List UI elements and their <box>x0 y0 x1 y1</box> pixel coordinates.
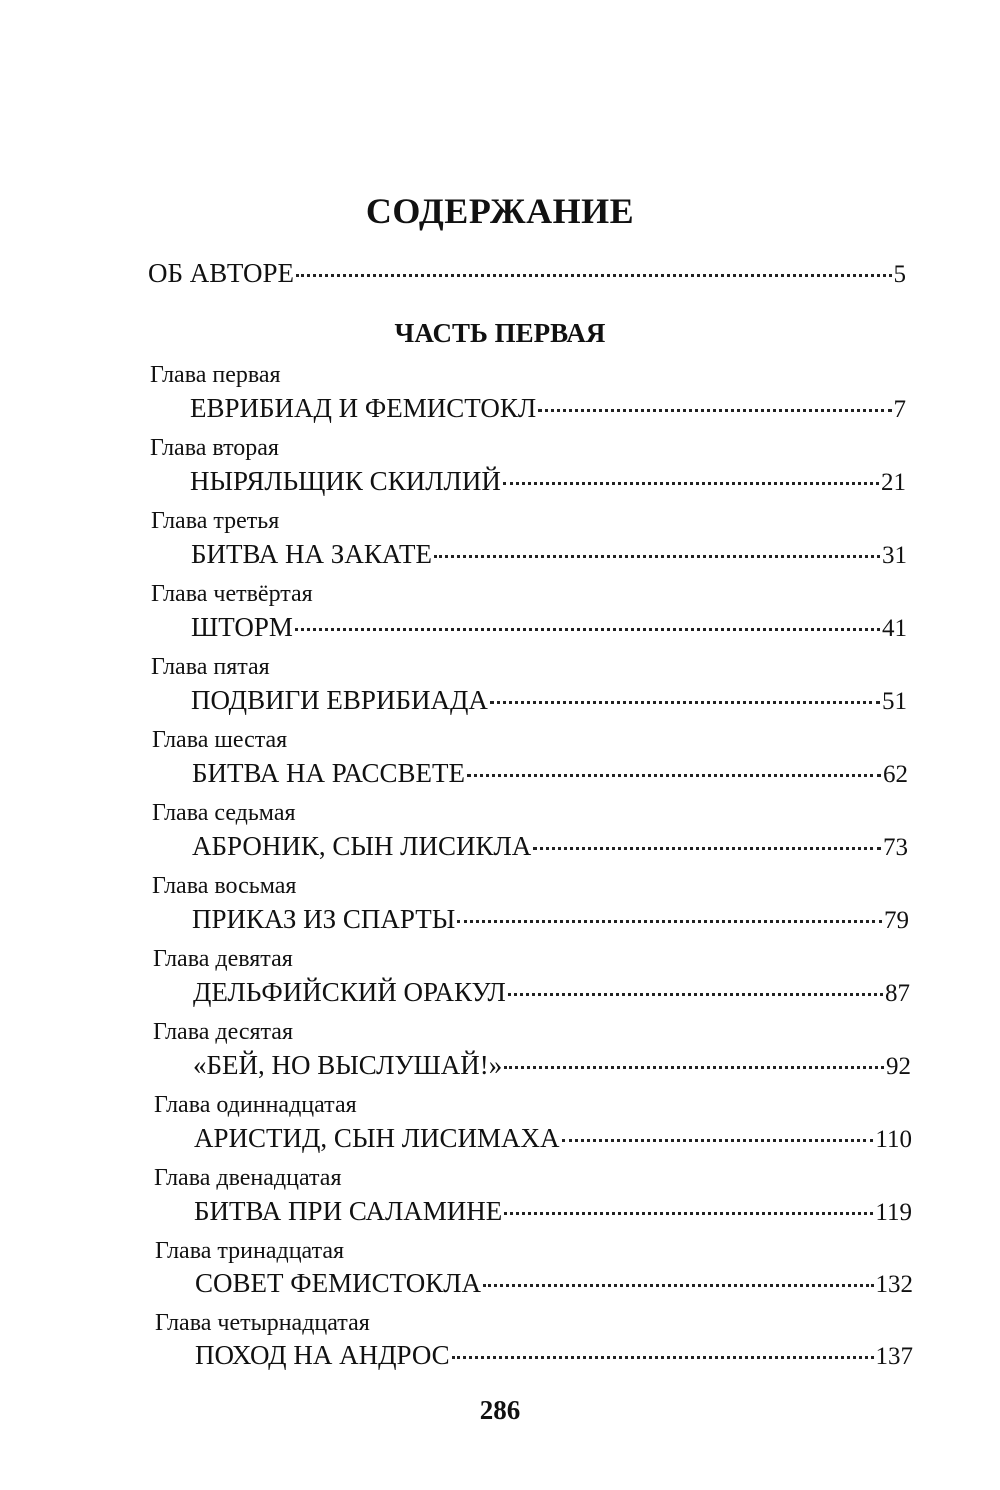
chapter-label: Глава седьмая <box>152 800 296 826</box>
toc-entry-about <box>148 258 906 289</box>
leader-dots <box>538 409 891 412</box>
chapter-page: 31 <box>882 542 907 569</box>
leader-dots <box>295 628 880 631</box>
chapter-label: Глава тринадцатая <box>155 1238 345 1264</box>
leader-dots <box>503 482 879 485</box>
chapter-title: АРИСТИД, СЫН ЛИСИМАХА <box>194 1123 560 1153</box>
chapter-page: 92 <box>886 1053 911 1080</box>
leader-dots <box>296 274 891 277</box>
chapter-page: 132 <box>875 1271 913 1298</box>
chapter-title: ЕВРИБИАД И ФЕМИСТОКЛ <box>190 393 537 423</box>
toc-entry-chapter <box>190 466 906 497</box>
toc-entry-chapter <box>194 1196 912 1227</box>
chapter-label: Глава третья <box>151 508 280 534</box>
chapter-title: БИТВА ПРИ САЛАМИНЕ <box>194 1196 503 1226</box>
toc-entry-page: 5 <box>893 261 906 288</box>
toc-entry-chapter <box>192 758 908 789</box>
leader-dots <box>508 993 883 996</box>
leader-dots <box>483 1284 873 1287</box>
chapter-label: Глава пятая <box>151 654 270 680</box>
chapter-label: Глава четвёртая <box>151 581 313 607</box>
toc-entry-chapter <box>191 612 907 643</box>
chapter-label: Глава вторая <box>150 435 279 461</box>
leader-dots <box>504 1066 884 1069</box>
chapter-page: 79 <box>884 907 909 934</box>
toc-entry-chapter <box>193 977 910 1008</box>
leader-dots <box>562 1139 874 1142</box>
chapter-title: ПОХОД НА АНДРОС <box>195 1340 450 1370</box>
chapter-page: 110 <box>875 1126 912 1153</box>
leader-dots <box>504 1212 873 1215</box>
page-number: 286 <box>479 1395 521 1425</box>
page-title: СОДЕРЖАНИЕ <box>365 191 635 231</box>
leader-dots <box>533 847 881 850</box>
chapter-page: 51 <box>882 688 907 715</box>
leader-dots <box>434 555 880 558</box>
chapter-title: ПРИКАЗ ИЗ СПАРТЫ <box>192 904 456 934</box>
toc-entry-chapter <box>191 685 907 716</box>
chapter-page: 41 <box>882 615 907 642</box>
part-heading: ЧАСТЬ ПЕРВАЯ <box>394 318 606 348</box>
leader-dots <box>490 701 880 704</box>
chapter-title: ДЕЛЬФИЙСКИЙ ОРАКУЛ <box>193 977 506 1007</box>
chapter-title: ШТОРМ <box>191 612 293 642</box>
chapter-title: АБРОНИК, СЫН ЛИСИКЛА <box>192 831 532 861</box>
chapter-label: Глава шестая <box>152 727 288 753</box>
chapter-page: 119 <box>875 1199 912 1226</box>
chapter-label: Глава восьмая <box>152 873 297 899</box>
toc-entry-chapter <box>191 539 907 570</box>
toc-entry-label: ОБ АВТОРЕ <box>148 258 295 288</box>
leader-dots <box>467 774 881 777</box>
toc-entry-chapter <box>190 393 906 424</box>
chapter-label: Глава двенадцатая <box>154 1165 342 1191</box>
chapter-title: БИТВА НА РАССВЕТЕ <box>192 758 466 788</box>
chapter-page: 73 <box>883 834 908 861</box>
chapter-page: 87 <box>885 980 910 1007</box>
toc-entry-chapter <box>193 1050 911 1081</box>
chapter-page: 21 <box>881 469 906 496</box>
toc-entry-chapter <box>194 1123 912 1154</box>
chapter-title: СОВЕТ ФЕМИСТОКЛА <box>195 1268 482 1298</box>
toc-entry-chapter <box>192 831 908 862</box>
chapter-title: НЫРЯЛЬЩИК СКИЛЛИЙ <box>190 466 501 496</box>
toc-entry-chapter <box>195 1268 913 1299</box>
chapter-title: «БЕЙ, НО ВЫСЛУШАЙ!» <box>193 1050 503 1080</box>
chapter-label: Глава десятая <box>153 1019 293 1045</box>
chapter-label: Глава первая <box>150 362 281 388</box>
chapter-page: 62 <box>883 761 908 788</box>
chapter-label: Глава четырнадцатая <box>155 1310 370 1336</box>
chapter-page: 137 <box>875 1343 913 1370</box>
leader-dots <box>452 1356 874 1359</box>
chapter-title: БИТВА НА ЗАКАТЕ <box>191 539 432 569</box>
chapter-title: ПОДВИГИ ЕВРИБИАДА <box>191 685 488 715</box>
leader-dots <box>457 920 882 923</box>
chapter-label: Глава одиннадцатая <box>154 1092 357 1118</box>
toc-entry-chapter <box>192 904 909 935</box>
chapter-page: 7 <box>893 396 906 423</box>
toc-entry-chapter <box>195 1340 913 1371</box>
chapter-label: Глава девятая <box>153 946 293 972</box>
